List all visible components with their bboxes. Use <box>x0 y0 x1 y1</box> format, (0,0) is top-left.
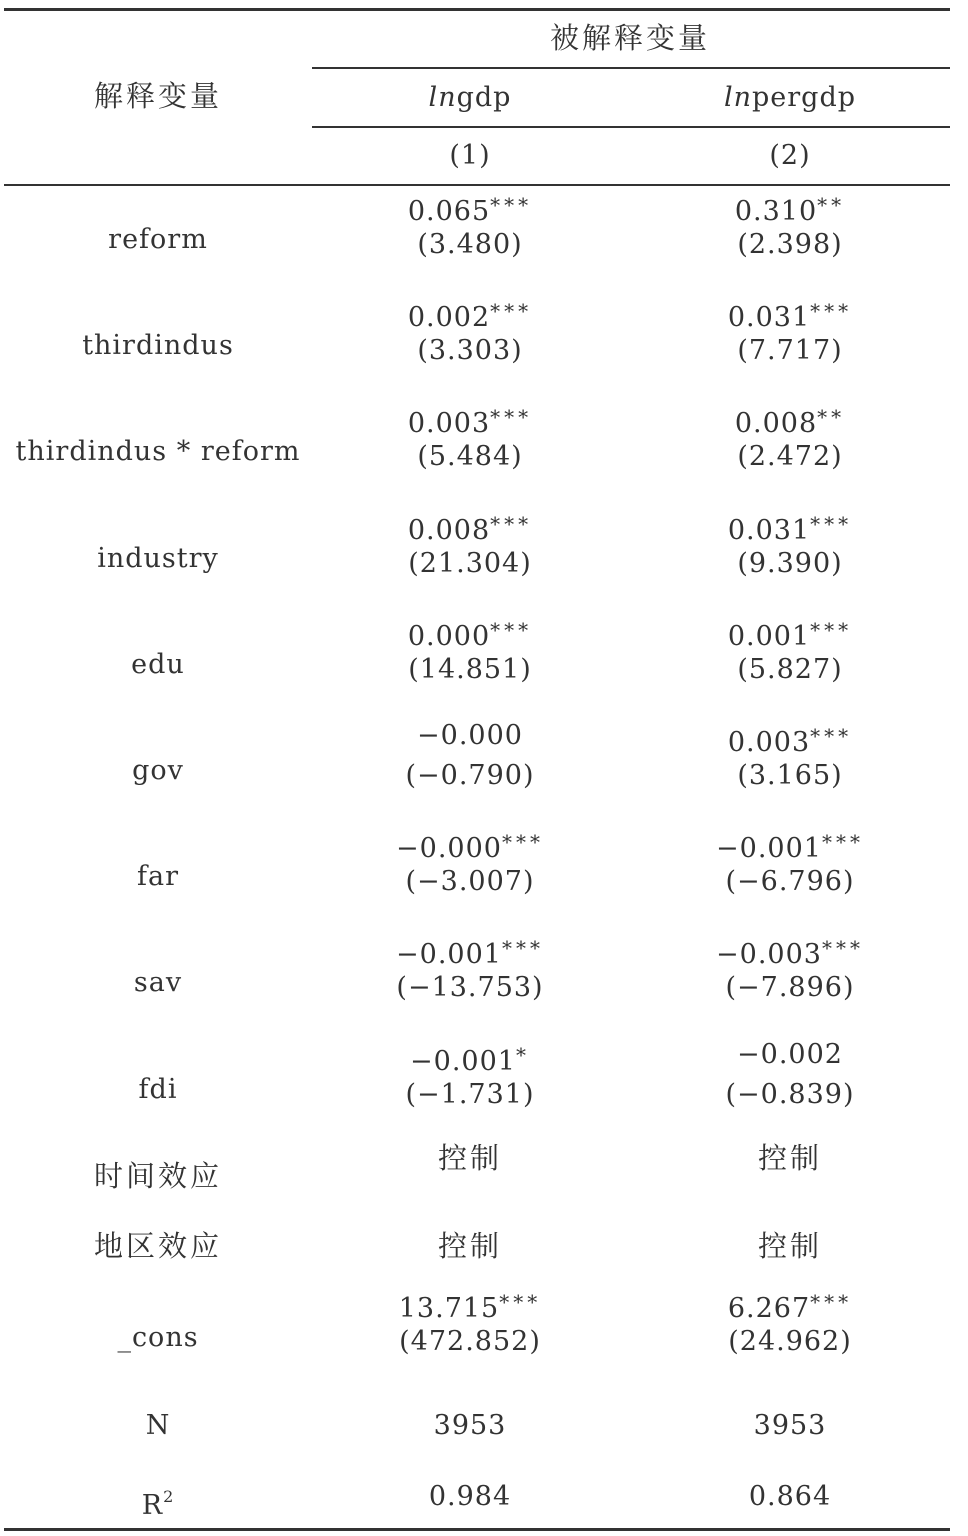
col1-coefficient-value: 0.000 <box>407 620 491 652</box>
col1-r2-value: 0.984 <box>428 1481 512 1512</box>
column-1-prefix: ln <box>428 82 457 113</box>
col2-coefficient <box>737 1039 843 1071</box>
r2-label-base: R <box>141 1490 164 1521</box>
col1-coefficient-value: 0.065 <box>407 196 491 227</box>
col1-t-statistic: (−1.731) <box>405 1078 535 1110</box>
column-2-name: pergdp <box>752 82 857 113</box>
col1-coefficient-significance: *** <box>501 936 544 961</box>
col1-t-statistic: (14.851) <box>408 653 532 685</box>
r2-label <box>142 1481 175 1522</box>
col1-coefficient-value: −0.000 <box>417 720 523 751</box>
row-label: reform <box>108 224 208 255</box>
col2-cons-t-statistic: (24.962) <box>728 1326 852 1357</box>
col1-coefficient-significance: *** <box>490 193 533 217</box>
col2-t-statistic: (2.472) <box>737 441 843 473</box>
col2-coefficient <box>735 189 845 228</box>
col2-coefficient <box>728 614 852 653</box>
col2-t-statistic: (−0.839) <box>725 1078 855 1110</box>
col2-coefficient <box>728 295 852 334</box>
col1-coefficient <box>408 401 532 440</box>
col2-cons-coefficient-value: 6.267 <box>727 1293 811 1324</box>
col1-coefficient-significance: *** <box>490 405 533 430</box>
cons-label: _cons <box>117 1322 199 1353</box>
col1-cons-coefficient-value: 13.715 <box>398 1293 500 1324</box>
col2-coefficient <box>728 508 852 547</box>
col1-coefficient <box>417 720 523 752</box>
col1-coefficient-value: 0.003 <box>407 408 491 440</box>
col1-t-statistic: (−13.753) <box>396 972 544 1004</box>
column-2-prefix: ln <box>723 82 752 113</box>
col1-cons-coefficient <box>399 1286 541 1325</box>
row-label: gov <box>132 755 184 786</box>
col2-coefficient-value: −0.002 <box>737 1038 843 1070</box>
control-label: 时间效应 <box>93 1159 223 1193</box>
col1-coefficient-value: 0.008 <box>407 514 491 546</box>
r2-label-superscript: 2 <box>163 1487 175 1506</box>
col1-coefficient-value: −0.001 <box>410 1045 516 1077</box>
table-top-rule <box>4 8 950 11</box>
col1-control: 控制 <box>437 1229 503 1263</box>
col2-t-statistic: (−7.896) <box>725 972 855 1004</box>
col2-t-statistic: (7.717) <box>737 335 843 367</box>
col1-coefficient <box>396 932 544 971</box>
col2-coefficient <box>735 401 845 440</box>
col2-coefficient <box>716 932 864 971</box>
col1-cons-coefficient-significance: *** <box>499 1290 542 1314</box>
col1-coefficient-value: −0.000 <box>396 833 502 865</box>
col2-coefficient-significance: *** <box>810 724 853 748</box>
row-label: thirdindus <box>82 330 234 362</box>
col1-t-statistic: (−0.790) <box>405 760 535 791</box>
col2-control: 控制 <box>757 1229 823 1263</box>
column-1-header <box>429 82 512 114</box>
col2-r2-value: 0.864 <box>748 1481 832 1512</box>
col2-control: 控制 <box>757 1141 823 1175</box>
col1-coefficient-significance: * <box>515 1042 530 1067</box>
col1-t-statistic: (−3.007) <box>405 866 535 898</box>
col1-coefficient <box>408 189 532 228</box>
col1-t-statistic: (5.484) <box>417 441 523 473</box>
header-rule-1 <box>312 67 950 69</box>
col1-t-statistic: (3.480) <box>417 229 523 260</box>
col2-cons-coefficient-significance: *** <box>810 1290 853 1314</box>
col2-coefficient-value: −0.001 <box>716 833 822 865</box>
col2-t-statistic: (3.165) <box>737 760 843 791</box>
col2-coefficient-significance: *** <box>821 830 864 855</box>
col2-t-statistic: (2.398) <box>737 229 843 260</box>
column-1-name: gdp <box>456 82 512 113</box>
col1-coefficient <box>408 508 532 547</box>
row-label: edu <box>131 648 185 680</box>
col1-coefficient-value: −0.001 <box>396 939 502 971</box>
col2-coefficient-value: 0.001 <box>727 620 811 652</box>
col2-coefficient-significance: *** <box>810 617 853 642</box>
col1-coefficient <box>410 1039 530 1078</box>
col2-coefficient-significance: ** <box>817 193 846 217</box>
col1-t-statistic: (21.304) <box>408 547 532 579</box>
col1-coefficient-significance: *** <box>490 617 533 642</box>
col2-coefficient-significance: *** <box>810 511 853 536</box>
col1-coefficient-value: 0.002 <box>407 302 491 334</box>
col2-coefficient-significance: ** <box>817 405 846 430</box>
header-rule-2 <box>312 126 950 128</box>
row-label: industry <box>97 542 219 574</box>
explanatory-variable-title: 解释变量 <box>93 79 223 113</box>
table-bottom-rule <box>4 1528 950 1531</box>
n-label: N <box>145 1410 171 1441</box>
col2-coefficient <box>716 826 864 865</box>
col1-coefficient <box>408 295 532 334</box>
col1-coefficient-significance: *** <box>501 830 544 855</box>
col2-t-statistic: (−6.796) <box>725 866 855 898</box>
col1-coefficient-significance: *** <box>490 299 533 324</box>
col2-t-statistic: (9.390) <box>737 547 843 579</box>
col1-t-statistic: (3.303) <box>417 335 523 367</box>
col2-coefficient-value: 0.008 <box>734 408 818 440</box>
row-label: thirdindus * reform <box>15 436 301 468</box>
col1-control: 控制 <box>437 1141 503 1175</box>
col2-coefficient-value: 0.310 <box>734 196 818 227</box>
header-bottom-rule <box>4 184 950 186</box>
col1-coefficient-significance: *** <box>490 511 533 536</box>
control-label: 地区效应 <box>93 1229 223 1263</box>
col2-t-statistic: (5.827) <box>737 653 843 685</box>
col2-coefficient-value: 0.003 <box>727 727 811 758</box>
col2-coefficient-value: −0.003 <box>716 939 822 971</box>
row-label: far <box>137 861 179 893</box>
row-label: sav <box>133 967 183 999</box>
col2-coefficient-significance: *** <box>821 936 864 961</box>
row-label: fdi <box>138 1073 178 1105</box>
column-2-number: (2) <box>769 140 811 171</box>
col2-cons-coefficient <box>728 1286 852 1325</box>
col1-coefficient <box>396 826 544 865</box>
col2-coefficient-value: 0.031 <box>727 302 811 334</box>
col2-coefficient-value: 0.031 <box>727 514 811 546</box>
col1-coefficient <box>408 614 532 653</box>
dependent-variable-title: 被解释变量 <box>549 21 711 55</box>
col2-coefficient-significance: *** <box>810 299 853 324</box>
column-2-header <box>724 82 856 114</box>
column-1-number: (1) <box>449 140 491 171</box>
col1-n-value: 3953 <box>433 1410 507 1441</box>
col2-coefficient <box>728 720 852 759</box>
col2-n-value: 3953 <box>753 1410 827 1441</box>
col1-cons-t-statistic: (472.852) <box>399 1326 541 1357</box>
